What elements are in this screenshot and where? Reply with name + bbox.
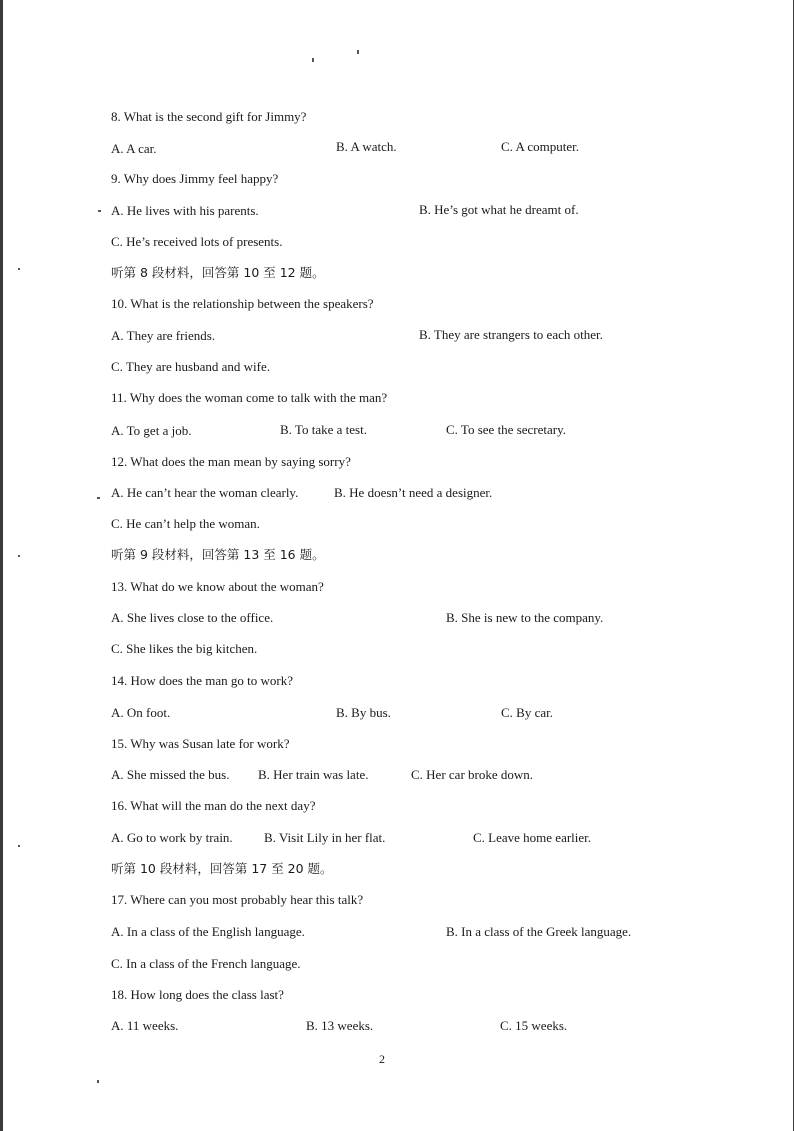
question-18: 18. How long does the class last? (111, 987, 284, 1002)
scan-speck (18, 268, 20, 270)
q14-option-b: B. By bus. (336, 705, 391, 720)
question-9: 9. Why does Jimmy feel happy? (111, 171, 279, 186)
q12-option-b: B. He doesn’t need a designer. (334, 485, 493, 500)
q8-option-c: C. A computer. (501, 139, 579, 154)
question-12: 12. What does the man mean by saying sorry? (111, 454, 351, 469)
scan-speck (97, 497, 100, 499)
page-number: 2 (379, 1052, 385, 1066)
question-8: 8. What is the second gift for Jimmy? (111, 109, 307, 124)
scan-speck (18, 555, 20, 557)
q12-option-a: A. He can’t hear the woman clearly. (111, 485, 299, 500)
q14-option-c: C. By car. (501, 705, 553, 720)
scan-speck (18, 845, 20, 847)
scan-speck (357, 50, 359, 54)
question-17: 17. Where can you most probably hear this talk? (111, 892, 364, 907)
q9-option-c: C. He’s received lots of presents. (111, 234, 283, 249)
q15-option-c: C. Her car broke down. (411, 767, 534, 782)
question-13: 13. What do we know about the woman? (111, 579, 324, 594)
q13-option-b: B. She is new to the company. (446, 610, 604, 625)
q17-option-c: C. In a class of the French language. (111, 956, 301, 971)
q9-option-b: B. He’s got what he dreamt of. (419, 202, 579, 217)
q18-option-c: C. 15 weeks. (500, 1018, 568, 1033)
scan-border-left (0, 0, 3, 1131)
scan-speck (312, 58, 314, 62)
q13-option-a: A. She lives close to the office. (111, 610, 274, 625)
section-8-instruction: 听第 8 段材料，回答第 10 至 12 题。 (111, 265, 325, 280)
q10-option-a: A. They are friends. (111, 328, 216, 343)
q17-option-b: B. In a class of the Greek language. (446, 924, 632, 939)
q10-option-b: B. They are strangers to each other. (419, 327, 603, 342)
q16-option-a: A. Go to work by train. (111, 830, 233, 845)
scan-speck (98, 210, 101, 212)
question-16: 16. What will the man do the next day? (111, 798, 316, 813)
q16-option-b: B. Visit Lily in her flat. (264, 830, 386, 845)
q11-option-c: C. To see the secretary. (446, 422, 567, 437)
q14-option-a: A. On foot. (111, 705, 171, 720)
q11-option-a: A. To get a job. (111, 423, 192, 438)
scan-speck (97, 1080, 99, 1083)
q15-option-a: A. She missed the bus. (111, 767, 230, 782)
q11-option-b: B. To take a test. (280, 422, 367, 437)
q8-option-b: B. A watch. (336, 139, 397, 154)
q18-option-b: B. 13 weeks. (306, 1018, 374, 1033)
q12-option-c: C. He can’t help the woman. (111, 516, 260, 531)
q10-option-c: C. They are husband and wife. (111, 359, 270, 374)
question-15: 15. Why was Susan late for work? (111, 736, 290, 751)
q18-option-a: A. 11 weeks. (111, 1018, 179, 1033)
q16-option-c: C. Leave home earlier. (473, 830, 592, 845)
question-14: 14. How does the man go to work? (111, 673, 293, 688)
q17-option-a: A. In a class of the English language. (111, 924, 305, 939)
question-11: 11. Why does the woman come to talk with the man? (111, 390, 388, 405)
q8-option-a: A. A car. (111, 141, 157, 156)
section-9-instruction: 听第 9 段材料，回答第 13 至 16 题。 (111, 547, 325, 562)
section-10-instruction: 听第 10 段材料，回答第 17 至 20 题。 (111, 861, 333, 876)
q9-option-a: A. He lives with his parents. (111, 203, 259, 218)
question-10: 10. What is the relationship between the speakers? (111, 296, 374, 311)
q13-option-c: C. She likes the big kitchen. (111, 641, 258, 656)
q15-option-b: B. Her train was late. (258, 767, 369, 782)
